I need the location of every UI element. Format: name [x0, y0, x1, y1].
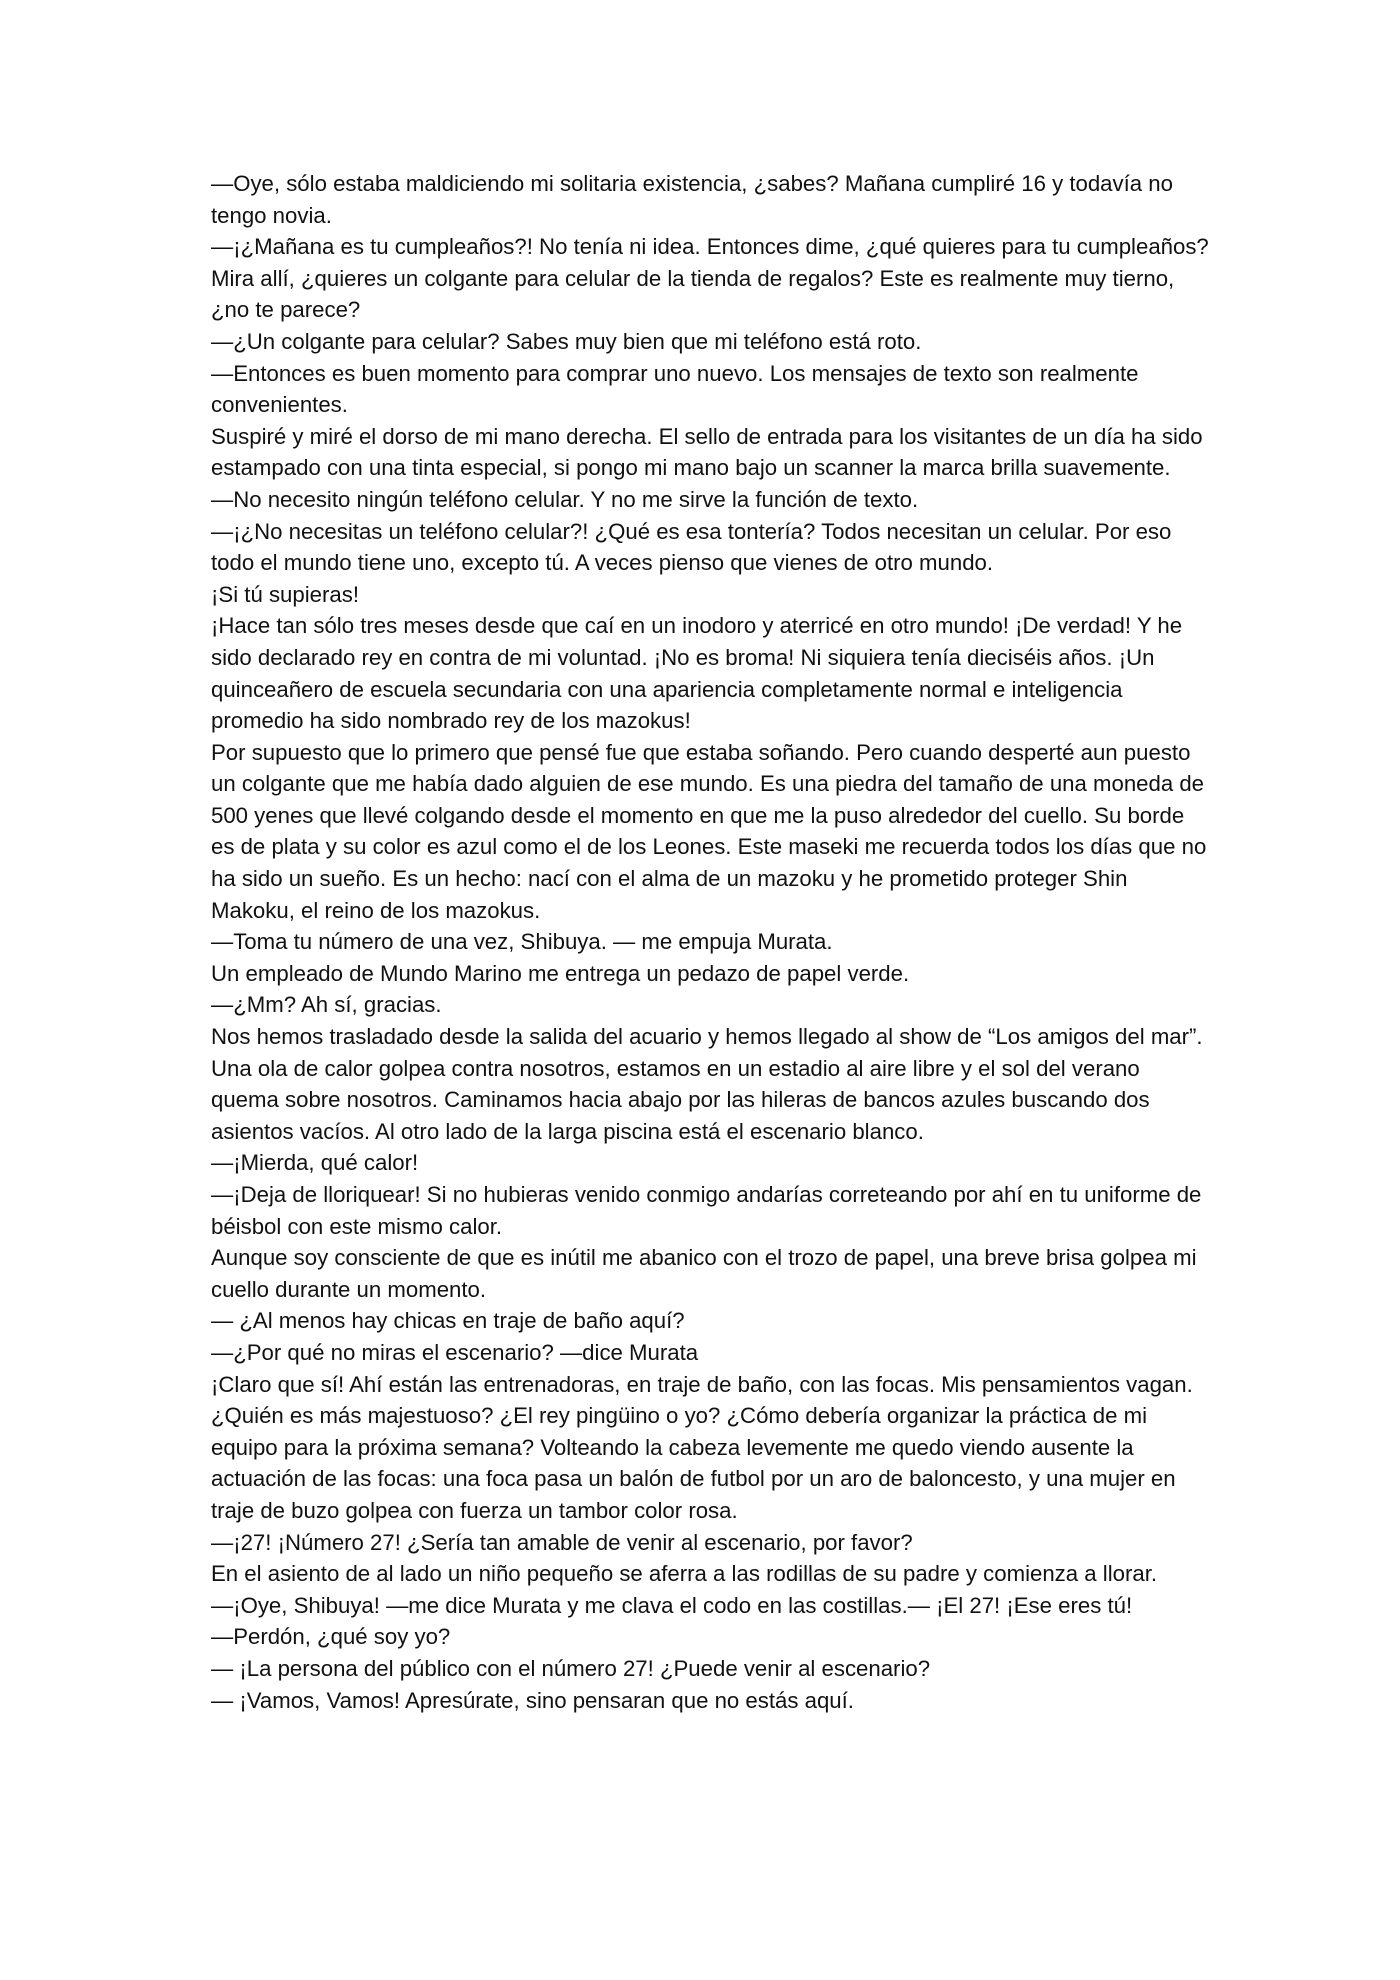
paragraph: —Perdón, ¿qué soy yo? [211, 1624, 451, 1650]
paragraph: Un empleado de Mundo Marino me entrega un pedazo de papel verde. [211, 960, 910, 986]
paragraph: —¡¿No necesitas un teléfono celular?! ¿Qué es esa tontería? Todos necesitan un celular. Por eso todo el mundo tiene uno, excepto tú. A veces pienso que vienes de otro mundo. [211, 518, 1172, 576]
paragraph: —¿Por qué no miras el escenario? —dice Murata [211, 1339, 699, 1365]
document-page [211, 168, 1211, 1716]
paragraph: ¡Hace tan sólo tres meses desde que caí en un inodoro y aterricé en otro mundo! ¡De verdad! Y he sido declarado rey en contra de mi voluntad. ¡No es broma! Ni siquiera tenía dieciséis años. ¡Un quinceañero de escuela secundaria con una apariencia completamente normal e inteligencia promedio ha sido nombrado rey de los mazokus! [211, 613, 1183, 734]
paragraph: —¿Un colgante para celular? Sabes muy bien que mi teléfono está roto. [211, 328, 922, 354]
paragraph: —¡Deja de lloriquear! Si no hubieras venido conmigo andarías correteando por ahí en tu uniforme de béisbol con este mismo calor. [211, 1182, 1202, 1239]
paragraph: — ¡Vamos, Vamos! Apresúrate, sino pensaran que no estás aquí. [211, 1687, 854, 1713]
paragraph: — ¿Al menos hay chicas en traje de baño aquí? [211, 1308, 685, 1334]
paragraph: ¡Si tú supieras! [211, 581, 359, 607]
paragraph: —¡27! ¡Número 27! ¿Sería tan amable de venir al escenario, por favor? [211, 1529, 913, 1555]
paragraph: Suspiré y miré el dorso de mi mano derecha. El sello de entrada para los visitantes de un día ha sido estampado con una tinta especial, si pongo mi mano bajo un scanner la marca brilla suavemente. [211, 423, 1203, 481]
paragraph: —¡¿Mañana es tu cumpleaños?! No tenía ni idea. Entonces dime, ¿qué quieres para tu cumpleaños? Mira allí, ¿quieres un colgante para celular de la tienda de regalos? Este es realmente muy tierno, ¿no te parece? [211, 234, 1209, 323]
paragraph: —Entonces es buen momento para comprar uno nuevo. Los mensajes de texto son realmente convenientes. [211, 360, 1139, 418]
paragraph: —Oye, sólo estaba maldiciendo mi solitaria existencia, ¿sabes? Mañana cumpliré 16 y todavía no tengo novia. [211, 171, 1173, 228]
paragraph: —¡Mierda, qué calor! [211, 1150, 419, 1176]
paragraph: Aunque soy consciente de que es inútil me abanico con el trozo de papel, una breve brisa golpea mi cuello durante un momento. [211, 1245, 1197, 1302]
paragraph: —¿Mm? Ah sí, gracias. [211, 992, 442, 1018]
paragraph: — ¡La persona del público con el número 27! ¿Puede venir al escenario? [211, 1655, 931, 1681]
paragraph: —No necesito ningún teléfono celular. Y no me sirve la función de texto. [211, 486, 919, 512]
paragraph: —¡Oye, Shibuya! —me dice Murata y me clava el codo en las costillas.— ¡El 27! ¡Ese eres tú! [211, 1592, 1133, 1618]
paragraph: ¡Claro que sí! Ahí están las entrenadoras, en traje de baño, con las focas. Mis pensamientos vagan. ¿Quién es más majestuoso? ¿El rey pingüino o yo? ¿Cómo debería organizar la práctica de mi equipo para la próxima semana? Volteando la cabeza levemente me quedo viendo ausente la actuación de las focas: una foca pasa un balón de futbol por un aro de baloncesto, y una mujer en traje de buzo golpea con fuerza un tambor color rosa. [211, 1371, 1193, 1523]
paragraph: Por supuesto que lo primero que pensé fue que estaba soñando. Pero cuando desperté aun puesto un colgante que me había dado alguien de ese mundo. Es una piedra del tamaño de una moneda de 500 yenes que llevé colgando desde el momento en que me la puso alrededor del cuello. Su borde es de plata y su color es azul como el de los Leones. Este maseki me recuerda todos los días que no ha sido un sueño. Es un hecho: nací con el alma de un mazoku y he prometido proteger Shin Makoku, el reino de los mazokus. [211, 739, 1207, 923]
paragraph: En el asiento de al lado un niño pequeño se aferra a las rodillas de su padre y comienza a llorar. [211, 1561, 1158, 1587]
paragraph: Nos hemos trasladado desde la salida del acuario y hemos llegado al show de “Los amigos del mar”. Una ola de calor golpea contra nosotros, estamos en un estadio al aire libre y el sol del verano quema sobre nosotros. Caminamos hacia abajo por las hileras de bancos azules buscando dos asientos vacíos. Al otro lado de la larga piscina está el escenario blanco. [211, 1024, 1203, 1144]
paragraph: —Toma tu número de una vez, Shibuya. — me empuja Murata. [211, 929, 833, 955]
